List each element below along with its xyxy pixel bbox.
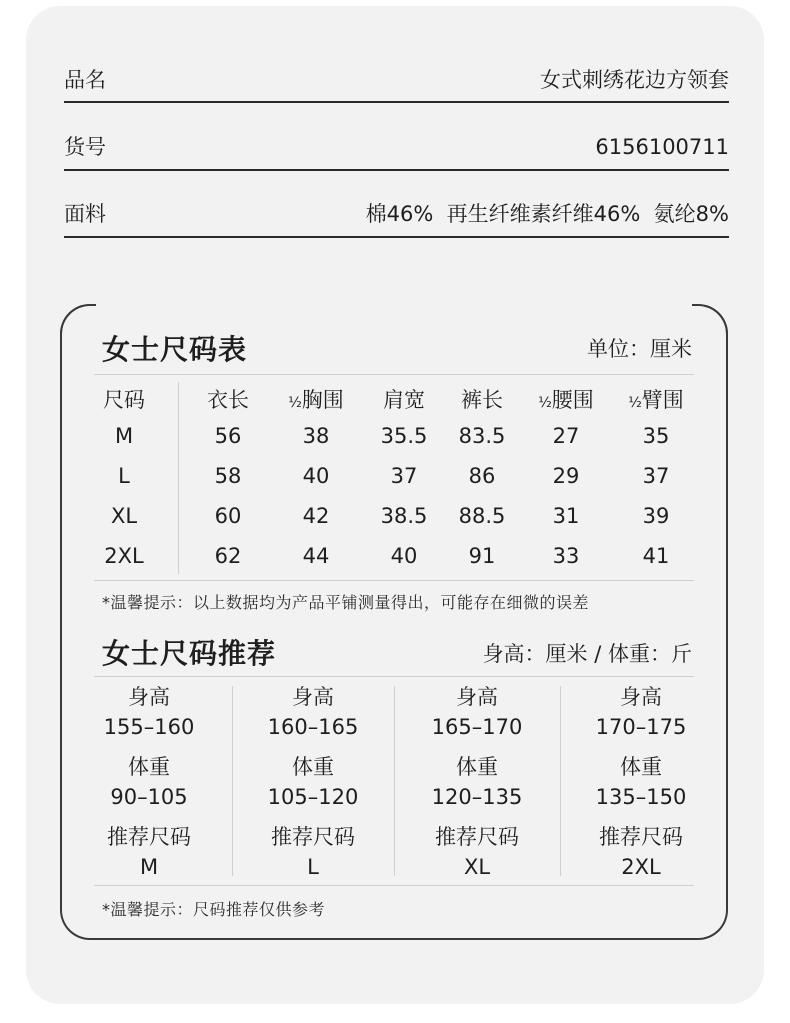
recommend-unit: 身高：厘米 / 体重：斤 [482,642,692,666]
recommend-note: *温馨提示：尺码推荐仅供参考 [102,900,326,919]
column-divider [394,686,395,876]
weight-range: 135–150 [595,785,687,809]
weight-label: 体重 [292,755,334,779]
column-header-label: 胸围 [301,388,344,412]
measure-cell: 62 [214,544,242,568]
measure-cell: 37 [390,464,418,488]
size-cell: L [118,464,130,488]
measure-cell: 39 [642,504,670,528]
measure-cell: 29 [552,464,580,488]
size-cell: M [114,424,134,448]
measure-cell: 91 [468,544,496,568]
measure-cell: 38 [302,424,330,448]
table-bottom-rule [94,580,694,581]
column-header [271,384,361,414]
weight-range: 90–105 [110,785,188,809]
measure-cell: 40 [302,464,330,488]
measure-cell: 41 [642,544,670,568]
recommend-size-label: 推荐尺码 [107,825,191,849]
column-header [79,384,169,414]
height-label: 身高 [292,685,334,709]
recommend-size: M [139,855,159,879]
measure-cell: 33 [552,544,580,568]
fabric-row [64,202,729,226]
measure-cell: 60 [214,504,242,528]
product-name-row [64,68,729,92]
item-number-row [64,135,729,159]
column-divider [178,382,179,574]
size-cell: 2XL [104,544,144,568]
measure-cell: 40 [390,544,418,568]
height-label: 身高 [128,685,170,709]
column-divider [560,686,561,876]
table-top-rule [94,374,694,375]
size-cell: XL [110,504,138,528]
size-table-title: 女士尺码表 [102,333,248,366]
fabric-value: 棉46% 再生纤维素纤维46% 氨纶8% [365,202,729,226]
size-table-unit: 单位：厘米 [587,337,692,361]
weight-label: 体重 [620,755,662,779]
divider [64,169,729,171]
height-label: 身高 [456,685,498,709]
item-number-label: 货号 [64,135,106,159]
measure-cell: 27 [552,424,580,448]
recommend-column-2xl [566,682,716,882]
half-mark: ½ [628,395,642,411]
column-header-label: 衣长 [207,388,249,412]
measure-cell: 35 [642,424,670,448]
column-header [521,384,611,414]
column-header-label: 臂围 [641,388,684,412]
recommend-column-m [74,682,224,882]
weight-range: 105–120 [267,785,359,809]
column-header-label: 尺码 [103,388,145,412]
item-number-value: 6156100711 [595,135,729,159]
recommend-size-label: 推荐尺码 [435,825,519,849]
column-header-label: 腰围 [551,388,594,412]
weight-label: 体重 [456,755,498,779]
measure-cell: 44 [302,544,330,568]
column-divider [232,686,233,876]
measure-cell: 38.5 [380,504,428,528]
recommend-bottom-rule [94,885,694,886]
column-header [359,384,449,414]
column-header [611,384,701,414]
column-header [437,384,527,414]
half-mark: ½ [288,395,302,411]
fabric-label: 面料 [64,202,106,226]
size-table-note: *温馨提示：以上数据均为产品平铺测量得出，可能存在细微的误差 [102,593,590,612]
recommend-size-label: 推荐尺码 [271,825,355,849]
measure-cell: 58 [214,464,242,488]
recommend-top-rule [94,676,694,677]
weight-range: 120–135 [431,785,523,809]
height-range: 165–170 [431,715,523,739]
column-header [183,384,273,414]
measure-cell: 56 [214,424,242,448]
height-range: 170–175 [595,715,687,739]
height-range: 155–160 [103,715,195,739]
measure-cell: 35.5 [380,424,428,448]
measure-cell: 83.5 [458,424,506,448]
recommend-size: 2XL [621,855,661,879]
measure-cell: 86 [468,464,496,488]
recommend-size-label: 推荐尺码 [599,825,683,849]
recommend-title: 女士尺码推荐 [102,637,277,670]
product-name-value: 女式刺绣花边方领套 [540,68,729,92]
recommend-column-xl [402,682,552,882]
height-label: 身高 [620,685,662,709]
recommend-size: XL [463,855,491,879]
weight-label: 体重 [128,755,170,779]
divider [64,101,729,103]
measure-cell: 31 [552,504,580,528]
divider [64,236,729,238]
recommend-size: L [307,855,319,879]
measure-cell: 37 [642,464,670,488]
product-name-label: 品名 [64,68,106,92]
half-mark: ½ [538,395,552,411]
height-range: 160–165 [267,715,359,739]
column-header-label: 裤长 [461,388,503,412]
measure-cell: 88.5 [458,504,506,528]
measure-cell: 42 [302,504,330,528]
recommend-column-l [238,682,388,882]
column-header-label: 肩宽 [383,388,425,412]
